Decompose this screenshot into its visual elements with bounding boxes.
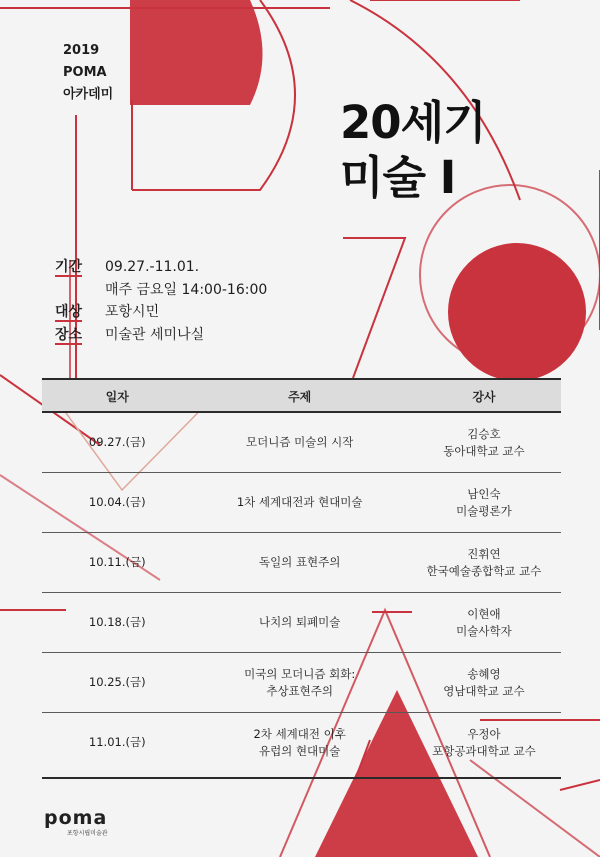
header-program: 아카데미 — [63, 87, 114, 102]
cell-lecturer: 송혜영 영남대학교 교수 — [407, 653, 561, 713]
info-value: 매주 금요일 14:00-16:00 — [105, 281, 268, 298]
table-row — [42, 713, 561, 773]
table-header-row — [42, 379, 561, 413]
table-bottom-rule — [42, 777, 561, 779]
schedule-table — [42, 379, 561, 772]
decor-p-bowl — [130, 0, 263, 105]
info-row-period — [55, 256, 267, 279]
poma-logo: poma — [44, 807, 108, 829]
header-year: 2019 — [63, 43, 100, 58]
table-top-rule — [42, 378, 561, 380]
info-key: 기간 — [55, 259, 83, 275]
table-header-rule — [42, 411, 561, 413]
table-row — [42, 473, 561, 533]
cell-date: 10.25.(금) — [42, 653, 193, 713]
title-line-1: 20세기 — [340, 96, 486, 149]
table-row — [42, 533, 561, 593]
cell-lecturer: 남인숙 미술평론가 — [407, 473, 561, 533]
cell-topic: 나치의 퇴폐미술 — [193, 593, 407, 653]
cell-date: 10.11.(금) — [42, 533, 193, 593]
cell-topic: 미국의 모더니즘 회화: 추상표현주의 — [193, 653, 407, 713]
decor-seven — [343, 238, 405, 378]
decor-bottom-right-diag — [470, 760, 600, 857]
cell-lecturer: 이현애 미술사학자 — [407, 593, 561, 653]
info-row-time — [55, 279, 267, 302]
cell-lecturer: 진휘연 한국예술종합학교 교수 — [407, 533, 561, 593]
table-row — [42, 413, 561, 473]
col-header-date: 일자 — [42, 379, 193, 413]
info-value: 포항시민 — [105, 304, 160, 320]
cell-date: 10.04.(금) — [42, 473, 193, 533]
col-header-topic: 주제 — [193, 379, 407, 413]
cell-date: 09.27.(금) — [42, 413, 193, 473]
cell-topic: 독일의 표현주의 — [193, 533, 407, 593]
col-header-lecturer: 강사 — [407, 379, 561, 413]
page-title — [340, 95, 486, 205]
cell-topic: 모더니즘 미술의 시작 — [193, 413, 407, 473]
cell-topic: 2차 세계대전 이후 유럽의 현대미술 — [253, 726, 346, 758]
info-key: 대상 — [55, 304, 83, 320]
decor-circle — [448, 243, 586, 381]
cell-lecturer: 우정아 포항공과대학교 교수 — [432, 726, 536, 758]
table-row — [42, 593, 561, 653]
poma-logo-sub: 포항시립미술관 — [67, 830, 108, 837]
info-key: 장소 — [55, 326, 83, 343]
decor-bottom-right-2 — [560, 780, 600, 790]
cell-topic: 1차 세계대전과 현대미술 — [193, 473, 407, 533]
header-block — [63, 40, 113, 106]
cell-lecturer: 김승호 동아대학교 교수 — [407, 413, 561, 473]
title-line-2: 미술 I — [340, 151, 456, 204]
cell-date: 10.18.(금) — [42, 593, 193, 653]
info-row-place — [55, 324, 267, 347]
cell-date: 11.01.(금) — [88, 735, 146, 749]
info-row-target — [55, 301, 267, 324]
info-block — [55, 256, 267, 346]
info-value: 09.27.-11.01. — [105, 259, 200, 275]
table-row — [42, 653, 561, 713]
info-value: 미술관 세미나실 — [105, 326, 205, 343]
header-org: POMA — [63, 65, 107, 80]
